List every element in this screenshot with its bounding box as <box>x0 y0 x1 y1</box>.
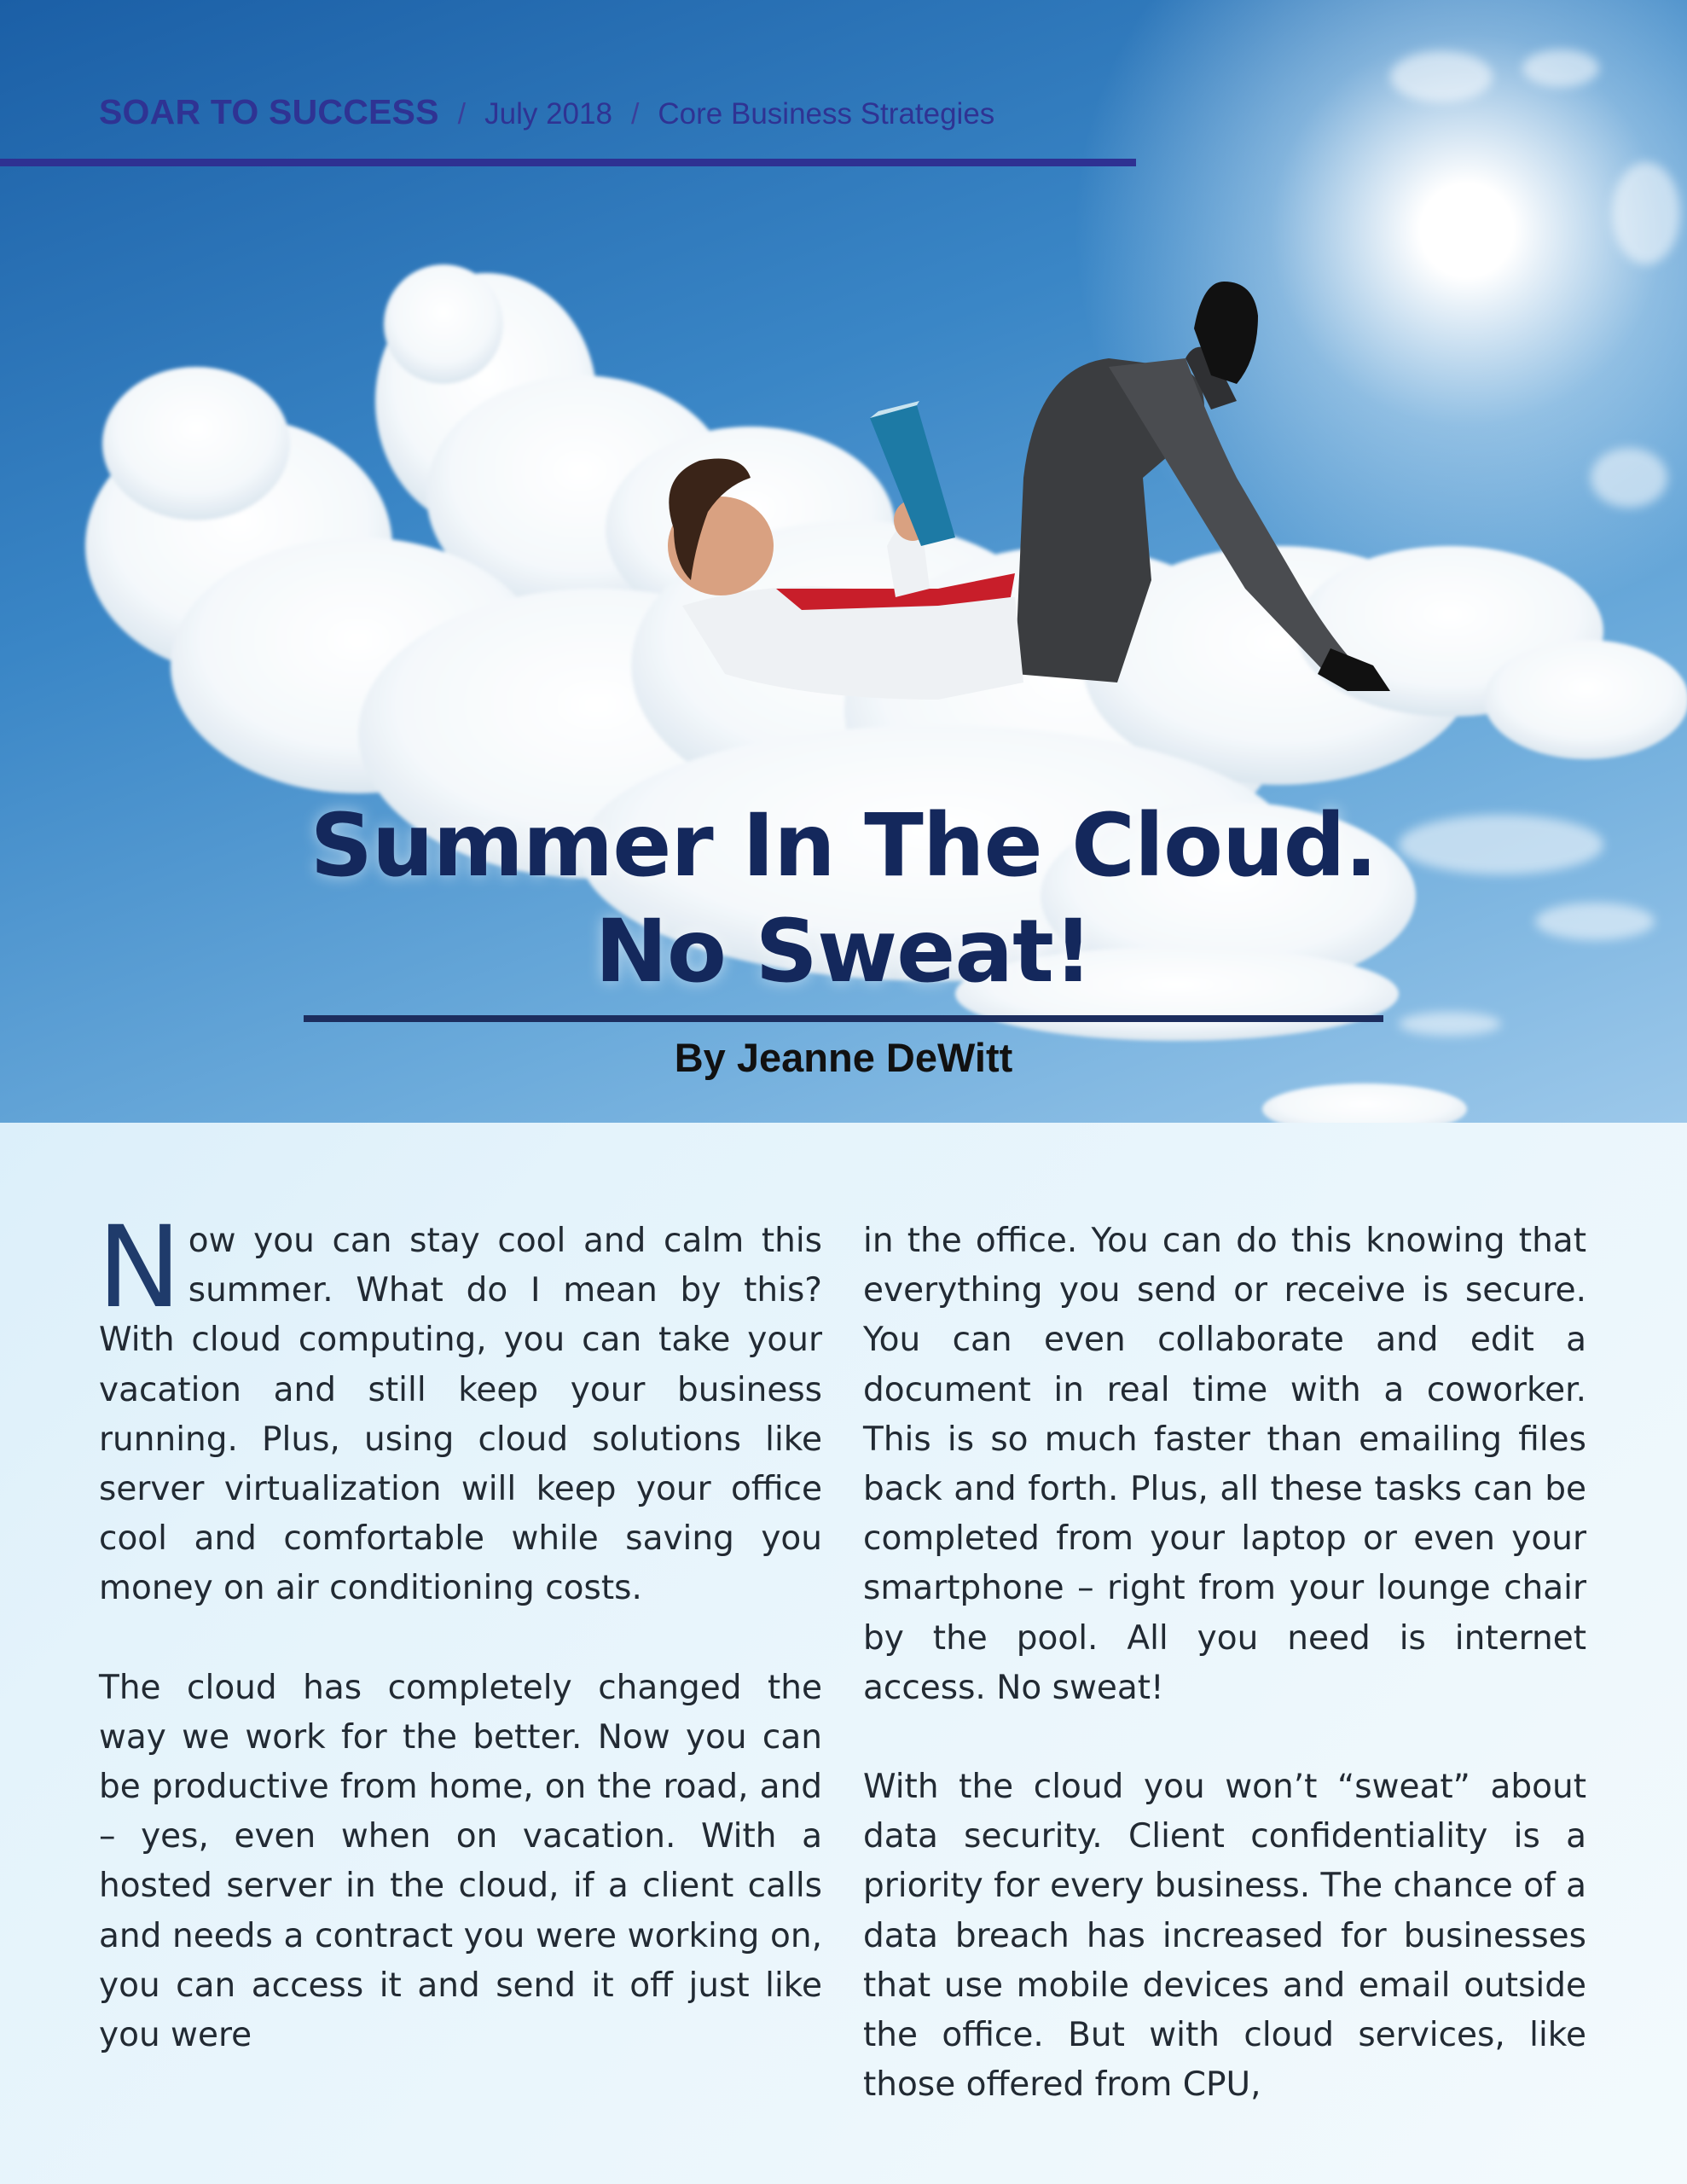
breadcrumb-separator: / <box>630 98 640 131</box>
breadcrumb <box>99 92 994 132</box>
section-name: Core Business Strategies <box>658 97 995 131</box>
header-divider <box>0 159 1136 166</box>
article-title <box>0 793 1687 1005</box>
title-line-1: Summer In The Cloud. <box>310 795 1377 897</box>
paragraph: With the cloud you won’t “sweat” about data security. Client confidentiality is a priority for every business. The chance of a data breach has increased for businesses that use mobile devices and email outside the office. But with cloud services, like those offered from CPU, <box>863 1768 1586 2105</box>
title-divider <box>304 1015 1383 1022</box>
author-byline: By Jeanne DeWitt <box>674 1035 1013 1080</box>
publication-name: SOAR TO SUCCESS <box>99 92 439 131</box>
drop-cap: N <box>97 1202 182 1333</box>
article-column-left <box>97 1202 822 2110</box>
issue-date: July 2018 <box>484 97 612 131</box>
paragraph: in the office. You can do this knowing that everything you send or receive is secure. You can even collaborate and edit a document in real time with a coworker. This is so much faster than emailing files back and forth. Plus, all these tasks can be completed from your laptop or even your smartphone – right from your lounge chair by the pool. All you need is internet access. No sweat! <box>863 1222 1586 1707</box>
article-column-right <box>863 1217 1586 2159</box>
paragraph: The cloud has completely changed the way we work for the better. Now you can be productive from home, on the road, and – yes, even when on vacation. With a hosted server in the cloud, if a client calls and needs a contract you were working on, you can access it and send it off just like you were <box>99 1668 822 2055</box>
title-line-2: No Sweat! <box>594 901 1093 1002</box>
breadcrumb-separator: / <box>457 98 467 131</box>
paragraph <box>97 1202 822 1614</box>
paragraph-text: ow you can stay cool and calm this summer. What do I mean by this? With cloud computing, you can take your vacation and still keep your business running. Plus, using cloud solutions like server virtualization will keep your office cool and comfortable while saving you money on air conditioning costs. <box>99 1222 822 1608</box>
